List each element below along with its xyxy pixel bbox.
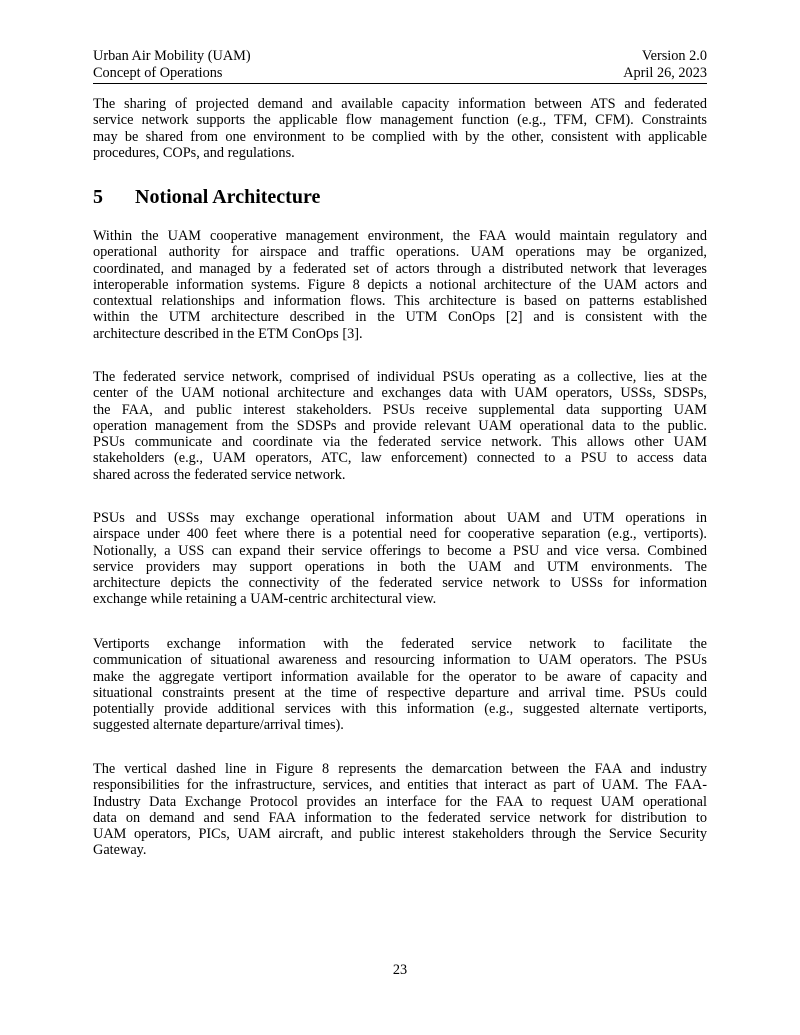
text-line: The sharing of projected demand and available capacity information between ATS and federated xyxy=(93,96,707,112)
paragraph xyxy=(93,369,707,483)
text-line: within the UTM architecture described in the UTM ConOps [2] and is consistent with the xyxy=(93,309,707,326)
text-line: The federated service network, comprised of individual PSUs operating as a collective, lies at the xyxy=(93,369,707,385)
text-line: architecture described in the ETM ConOps [3]. xyxy=(93,325,363,342)
text-line: service providers may support operations in both the UAM and UTM environments. The xyxy=(93,558,707,575)
text-line: responsibilities for the infrastructure, services, and entities that interact as part of UAM. The FAA- xyxy=(93,777,707,794)
section-heading xyxy=(93,184,320,210)
text-line: PSUs communicate and coordinate via the federated service network. This allows other UAM xyxy=(93,434,707,451)
header-rule xyxy=(93,83,707,84)
section-title: Notional Architecture xyxy=(135,186,321,208)
header-version: Version 2.0 xyxy=(641,48,707,64)
text-line: procedures, COPs, and regulations. xyxy=(93,144,295,161)
text-line: center of the UAM notional architecture and exchanges data with UAM operators, USSs, SDSPs, xyxy=(93,385,707,402)
text-line: stakeholders (e.g., UAM operators, ATC, law enforcement) connected to a PSU to access data xyxy=(93,450,707,467)
text-line: interoperable information systems. Figure 8 depicts a notional architecture of the UAM actors and xyxy=(93,276,707,293)
page-header xyxy=(93,48,707,81)
text-line: data on demand and send FAA information to the federated service network for distribution to xyxy=(93,809,707,826)
header-date: April 26, 2023 xyxy=(623,64,707,81)
text-line: potentially provide additional services with this information (e.g., suggested alternate vertiports, xyxy=(93,701,707,718)
text-line: UAM operators, PICs, UAM aircraft, and public interest stakeholders through the Service Security xyxy=(93,826,707,843)
header-subtitle: Concept of Operations xyxy=(93,64,223,81)
text-line: situational constraints present at the time of respective departure and arrival time. PSUs could xyxy=(93,684,707,701)
paragraph xyxy=(93,761,707,859)
paragraph xyxy=(93,510,707,608)
page-number: 23 xyxy=(392,962,408,978)
text-line: architecture depicts the connectivity of the federated service network to USSs for information xyxy=(93,575,707,592)
text-line: operational authority for airspace and traffic operations. UAM operations may be organized, xyxy=(93,244,707,261)
text-line: Vertiports exchange information with the federated service network to facilitate the xyxy=(93,636,707,652)
text-line: make the aggregate vertiport information available for the operator to be aware of capacity and xyxy=(93,668,707,685)
text-line: Industry Data Exchange Protocol provides an interface for the FAA to request UAM operational xyxy=(93,793,707,810)
text-line: contextual relationships and information flows. This architecture is based on patterns established xyxy=(93,293,707,310)
text-line: the FAA, and public interest stakeholders. PSUs receive supplemental data supporting UAM xyxy=(93,401,707,418)
text-line: exchange while retaining a UAM-centric architectural view. xyxy=(93,591,437,608)
paragraph xyxy=(93,636,707,734)
text-line: PSUs and USSs may exchange operational information about UAM and UTM operations in xyxy=(93,510,707,526)
text-line: may be shared from one environment to be complied with by the other, consistent with applicable xyxy=(93,128,707,145)
paragraph xyxy=(93,96,707,161)
text-line: Notionally, a USS can expand their service offerings to become a PSU and vice versa. Combined xyxy=(93,542,707,559)
paragraph xyxy=(93,228,707,342)
text-line: service network supports the applicable flow management function (e.g., TFM, CFM). Constraints xyxy=(93,112,707,129)
text-line: The vertical dashed line in Figure 8 represents the demarcation between the FAA and industry xyxy=(93,761,707,777)
text-line: operation management from the SDSPs and provide relevant UAM operational data to the public. xyxy=(93,417,707,434)
section-number: 5 xyxy=(93,186,103,208)
text-line: coordinated, and managed by a federated set of actors through a distributed network that leverages xyxy=(93,260,707,277)
text-line: communication of situational awareness and resourcing information to UAM operators. The PSUs xyxy=(93,652,707,669)
text-line: Gateway. xyxy=(93,842,147,859)
header-title: Urban Air Mobility (UAM) xyxy=(93,48,251,64)
text-line: suggested alternate departure/arrival times). xyxy=(93,717,344,734)
text-line: Within the UAM cooperative management environment, the FAA would maintain regulatory and xyxy=(93,228,707,244)
text-line: airspace under 400 feet where there is a potential need for cooperative separation (e.g., vertiports). xyxy=(93,526,707,543)
text-line: shared across the federated service network. xyxy=(93,466,346,483)
